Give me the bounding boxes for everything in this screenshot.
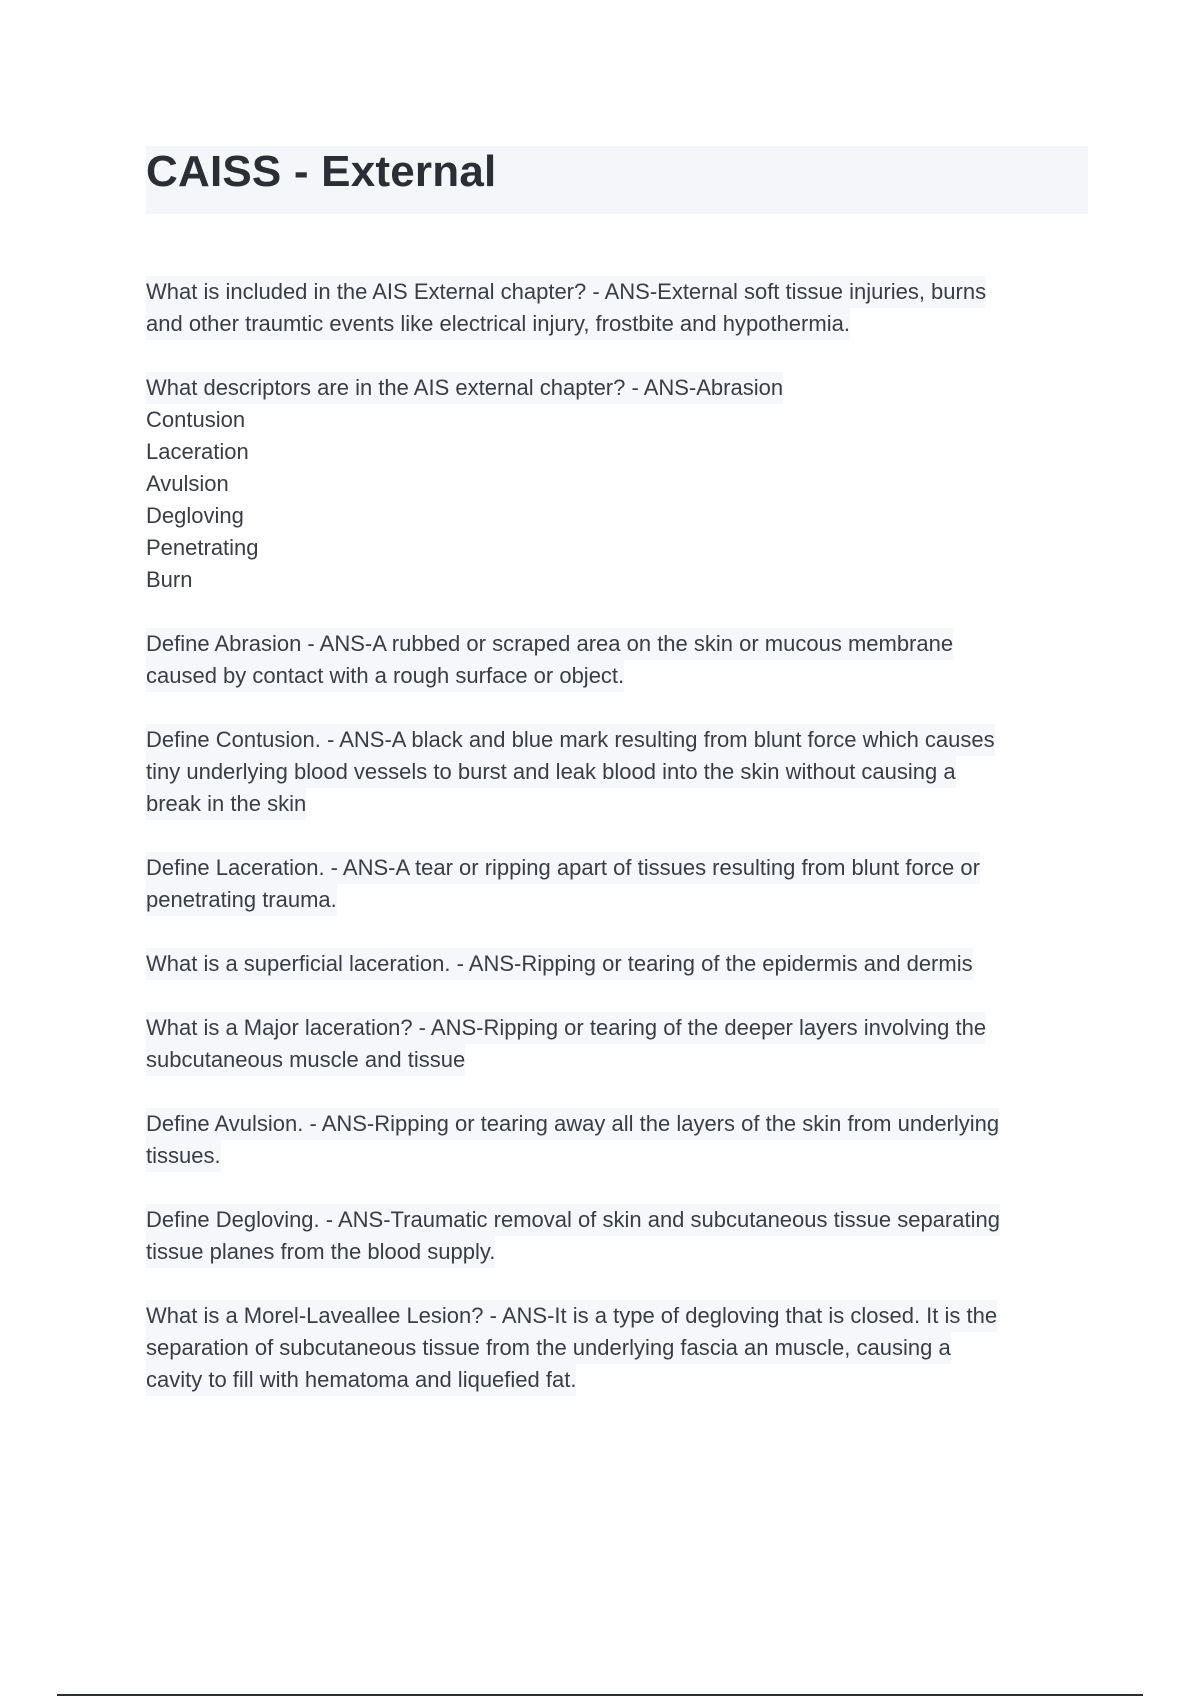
text-line: What descriptors are in the AIS external chapter? - ANS-Abrasion — [146, 372, 783, 404]
text-line: subcutaneous muscle and tissue — [146, 1044, 465, 1076]
text-line: What is a Major laceration? - ANS-Ripping or tearing of the deeper layers involving the — [146, 1012, 986, 1044]
text-line: separation of subcutaneous tissue from the underlying fascia an muscle, causing a — [146, 1332, 951, 1364]
text-line: penetrating trauma. — [146, 884, 337, 916]
text-line: What is included in the AIS External chapter? - ANS-External soft tissue injuries, burns — [146, 276, 986, 308]
qa-entry-abrasion — [146, 628, 1096, 692]
text-line: Define Abrasion - ANS-A rubbed or scraped area on the skin or mucous membrane — [146, 628, 953, 660]
text-line: What is a Morel-Laveallee Lesion? - ANS-It is a type of degloving that is closed. It is the — [146, 1300, 997, 1332]
text-line: tiny underlying blood vessels to burst and leak blood into the skin without causing a — [146, 756, 956, 788]
list-item: Laceration — [146, 439, 249, 464]
qa-content — [146, 276, 1096, 1428]
qa-entry-ais-external-chapter — [146, 276, 1096, 340]
text-line: tissues. — [146, 1140, 221, 1172]
list-item: Penetrating — [146, 535, 259, 560]
qa-entry-descriptors — [146, 372, 1096, 596]
page-title: CAISS - External — [146, 147, 497, 196]
text-line: Define Avulsion. - ANS-Ripping or tearing away all the layers of the skin from underlying — [146, 1108, 999, 1140]
qa-entry-major-laceration — [146, 1012, 1096, 1076]
text-line: and other traumtic events like electrical injury, frostbite and hypothermia. — [146, 308, 850, 340]
qa-entry-morel-lavallee — [146, 1300, 1096, 1396]
list-item: Burn — [146, 567, 193, 592]
text-line: tissue planes from the blood supply. — [146, 1236, 495, 1268]
page-bottom-divider — [57, 1694, 1143, 1696]
text-line: What is a superficial laceration. - ANS-Ripping or tearing of the epidermis and dermis — [146, 948, 973, 980]
qa-entry-laceration — [146, 852, 1096, 916]
text-line: caused by contact with a rough surface or object. — [146, 660, 624, 692]
list-item: Degloving — [146, 503, 244, 528]
qa-entry-superficial-laceration — [146, 948, 1096, 980]
text-line: Define Laceration. - ANS-A tear or ripping apart of tissues resulting from blunt force or — [146, 852, 980, 884]
qa-entry-contusion — [146, 724, 1096, 820]
text-line: cavity to fill with hematoma and liquefied fat. — [146, 1364, 576, 1396]
qa-entry-degloving — [146, 1204, 1096, 1268]
text-line: Define Contusion. - ANS-A black and blue mark resulting from blunt force which causes — [146, 724, 995, 756]
text-line: break in the skin — [146, 788, 306, 820]
list-item: Contusion — [146, 407, 246, 432]
text-line: Define Degloving. - ANS-Traumatic removal of skin and subcutaneous tissue separating — [146, 1204, 1000, 1236]
qa-entry-avulsion — [146, 1108, 1096, 1172]
list-item: Avulsion — [146, 471, 229, 496]
